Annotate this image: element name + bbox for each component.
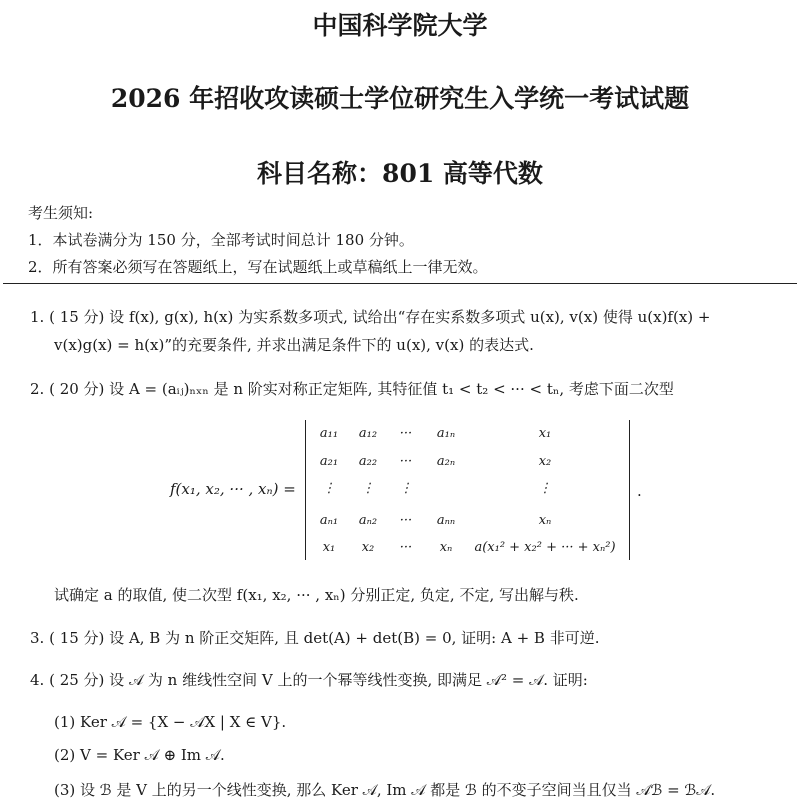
det-cell: a₂₂ <box>358 454 378 469</box>
determinant-right-bar <box>629 420 630 560</box>
determinant-block <box>0 418 800 564</box>
det-cell: ⋮ <box>361 481 375 496</box>
university-name: 中国科学院大学 <box>312 11 488 40</box>
notice-title: 考生须知: <box>28 204 94 222</box>
subject-title: 科目名称：801 高等代数 <box>257 159 543 188</box>
det-cell: ⋮ <box>322 481 336 496</box>
det-cell: ··· <box>399 426 413 441</box>
det-cell: a(x₁² + x₂² + ··· + xₙ²) <box>474 540 616 555</box>
quadratic-form-label: f(x₁, x₂, ··· , xₙ) = <box>170 480 296 498</box>
header-divider <box>3 283 797 284</box>
det-cell: x₁ <box>322 540 336 555</box>
exam-title: 2026 年招收攻读硕士学位研究生入学统一考试试题 <box>110 84 690 113</box>
det-cell: aₙₙ <box>436 513 456 528</box>
det-cell: a₁₁ <box>319 426 339 441</box>
det-cell: x₂ <box>361 540 375 555</box>
det-cell: x₁ <box>538 426 552 441</box>
det-cell: xₙ <box>538 513 552 528</box>
det-cell: aₙ₂ <box>358 513 378 528</box>
det-cell: ··· <box>399 513 413 528</box>
question-1-line-1: 1. ( 15 分) 设 f(x), g(x), h(x) 为实系数多项式, 试给出“存在实系数多项式 u(x), v(x) 使得 u(x)f(x) + <box>30 308 711 326</box>
question-4-part-2: (2) V = Ker 𝒜 ⊕ Im 𝒜. <box>54 746 225 764</box>
det-cell: ··· <box>399 540 413 555</box>
det-cell: a₁₂ <box>358 426 378 441</box>
question-1-line-2: v(x)g(x) = h(x)”的充要条件, 并求出满足条件下的 u(x), v(x) 的表达式. <box>54 336 534 354</box>
question-3-line-1: 3. ( 15 分) 设 A, B 为 n 阶正交矩阵, 且 det(A) + det(B) = 0, 证明: A + B 非可逆. <box>30 629 600 647</box>
det-cell: ⋮ <box>399 481 413 496</box>
notice-item-2: 2．所有答案必须写在答题纸上，写在试题纸上或草稿纸上一律无效。 <box>28 258 488 276</box>
question-2-line-1: 2. ( 20 分) 设 A = (aᵢⱼ)ₙₓₙ 是 n 阶实对称正定矩阵, 其特征值 t₁ < t₂ < ··· < tₙ, 考虑下面二次型 <box>30 380 674 398</box>
notice-item-1: 1．本试卷满分为 150 分，全部考试时间总计 180 分钟。 <box>28 231 414 249</box>
det-cell: x₂ <box>538 454 552 469</box>
det-cell: a₁ₙ <box>436 426 456 441</box>
det-cell: xₙ <box>439 540 453 555</box>
det-cell: a₂ₙ <box>436 454 456 469</box>
det-cell: ⋮ <box>538 481 552 496</box>
det-cell: a₂₁ <box>319 454 339 469</box>
det-cell: aₙ₁ <box>319 513 339 528</box>
determinant-period: . <box>637 482 642 500</box>
question-4-part-3: (3) 设 ℬ 是 V 上的另一个线性变换, 那么 Ker 𝒜, Im 𝒜 都是 ℬ 的不变子空间当且仅当 𝒜ℬ = ℬ𝒜. <box>54 781 716 799</box>
question-4-line-1: 4. ( 25 分) 设 𝒜 为 n 维线性空间 V 上的一个幂等线性变换, 即满足 𝒜² = 𝒜. 证明: <box>30 671 588 689</box>
det-cell: ··· <box>399 454 413 469</box>
question-4-part-1: (1) Ker 𝒜 = {X − 𝒜X | X ∈ V}. <box>54 713 287 731</box>
question-2-line-2: 试确定 a 的取值, 使二次型 f(x₁, x₂, ··· , xₙ) 分别正定, 负定, 不定, 写出解与秩. <box>54 586 579 604</box>
